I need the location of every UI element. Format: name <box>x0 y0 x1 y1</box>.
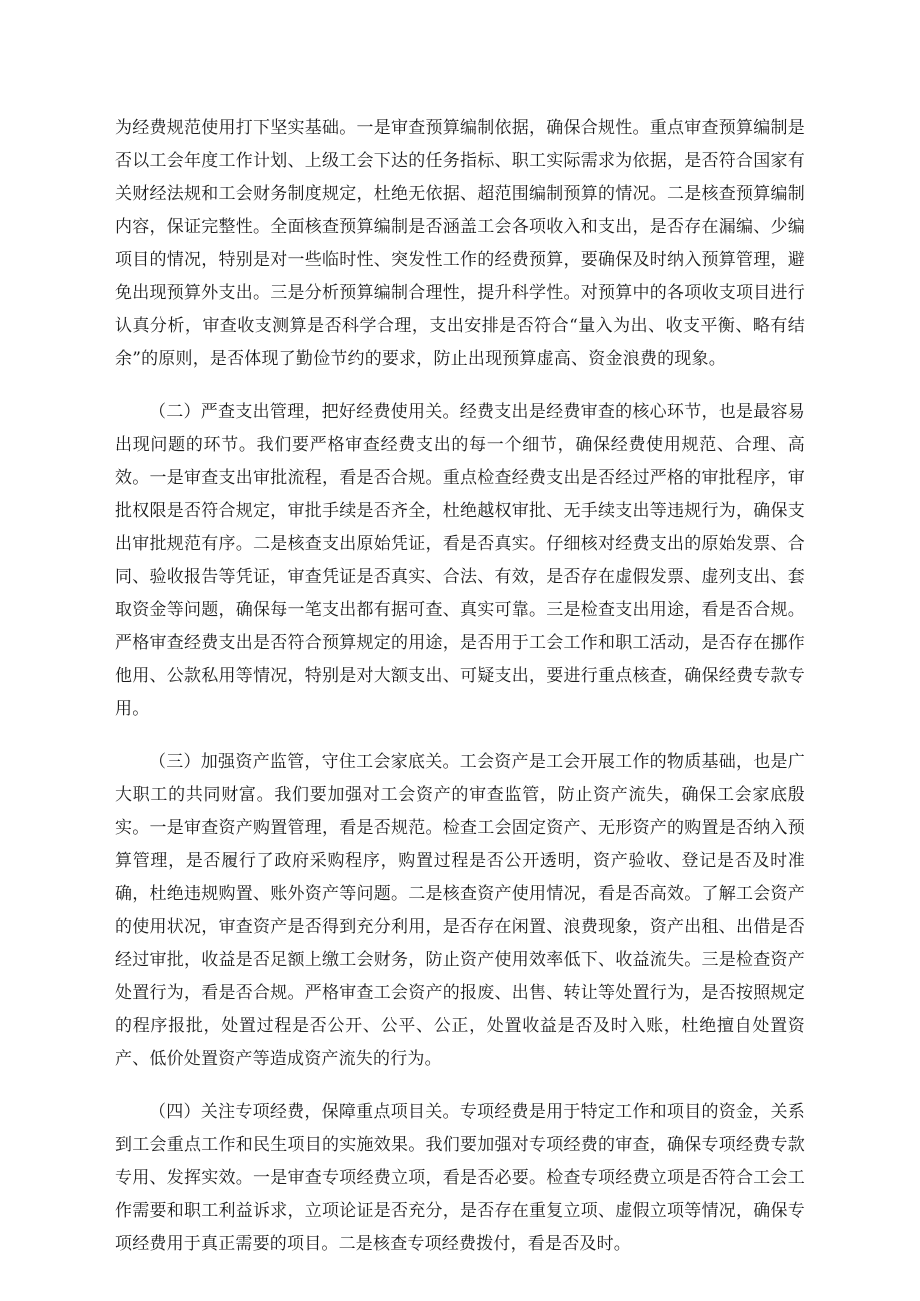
paragraph-asset-supervision: （三）加强资产监管，守住工会家底关。工会资产是工会开展工作的物质基础，也是广大职工的共同财富。我们要加强对工会资产的审查监管，防止资产流失，确保工会家底殷实。一是审查资产购置管理，看是否规范。检查工会固定资产、无形资产的购置是否纳入预算管理，是否履行了政府采购程序，购置过程是否公开透明，资产验收、登记是否及时准确，杜绝违规购置、账外资产等问题。二是核查资产使用情况，看是否高效。了解工会资产的使用状况，审查资产是否得到充分利用，是否存在闲置、浪费现象，资产出租、出借是否经过审批，收益是否足额上缴工会财务，防止资产使用效率低下、收益流失。三是检查资产处置行为，看是否合规。严格审查工会资产的报废、出售、转让等处置行为，是否按照规定的程序报批，处置过程是否公开、公平、公正，处置收益是否及时入账，杜绝擅自处置资产、低价处置资产等造成资产流失的行为。 <box>115 752 805 1069</box>
paragraph-budget-review: 为经费规范使用打下坚实基础。一是审查预算编制依据，确保合规性。重点审查预算编制是否以工会年度工作计划、上级工会下达的任务指标、职工实际需求为依据，是否符合国家有关财经法规和工会财务制度规定，杜绝无依据、超范围编制预算的情况。二是核查预算编制内容，保证完整性。全面核查预算编制是否涵盖工会各项收入和支出，是否存在漏编、少编项目的情况，特别是对一些临时性、突发性工作的经费预算，要确保及时纳入预算管理，避免出现预算外支出。三是分析预算编制合理性，提升科学性。对预算中的各项收支项目进行认真分析，审查收支测算是否科学合理，支出安排是否符合“量入为出、收支平衡、略有结余”的原则，是否体现了勤俭节约的要求，防止出现预算虚高、资金浪费的现象。 <box>115 118 805 369</box>
paragraph-special-funds: （四）关注专项经费，保障重点项目关。专项经费是用于特定工作和项目的资金，关系到工会重点工作和民生项目的实施效果。我们要加强对专项经费的审查，确保专项经费专款专用、发挥实效。一是审查专项经费立项，看是否必要。检查专项经费立项是否符合工会工作需要和职工利益诉求，立项论证是否充分，是否存在重复立项、虚假立项等情况，确保专项经费用于真正需要的项目。二是核查专项经费拨付，看是否及时。 <box>115 1102 805 1254</box>
paragraph-expenditure-review: （二）严查支出管理，把好经费使用关。经费支出是经费审查的核心环节，也是最容易出现问题的环节。我们要严格审查经费支出的每一个细节，确保经费使用规范、合理、高效。一是审查支出审批流程，看是否合规。重点检查经费支出是否经过严格的审批程序，审批权限是否符合规定，审批手续是否齐全，杜绝越权审批、无手续支出等违规行为，确保支出审批规范有序。二是核查支出原始凭证，看是否真实。仔细核对经费支出的原始发票、合同、验收报告等凭证，审查凭证是否真实、合法、有效，是否存在虚假发票、虚列支出、套取资金等问题，确保每一笔支出都有据可查、真实可靠。三是检查支出用途，看是否合规。严格审查经费支出是否符合预算规定的用途，是否用于工会工作和职工活动，是否存在挪作他用、公款私用等情况，特别是对大额支出、可疑支出，要进行重点核查，确保经费专款专用。 <box>115 402 805 719</box>
document-page <box>115 112 805 1281</box>
